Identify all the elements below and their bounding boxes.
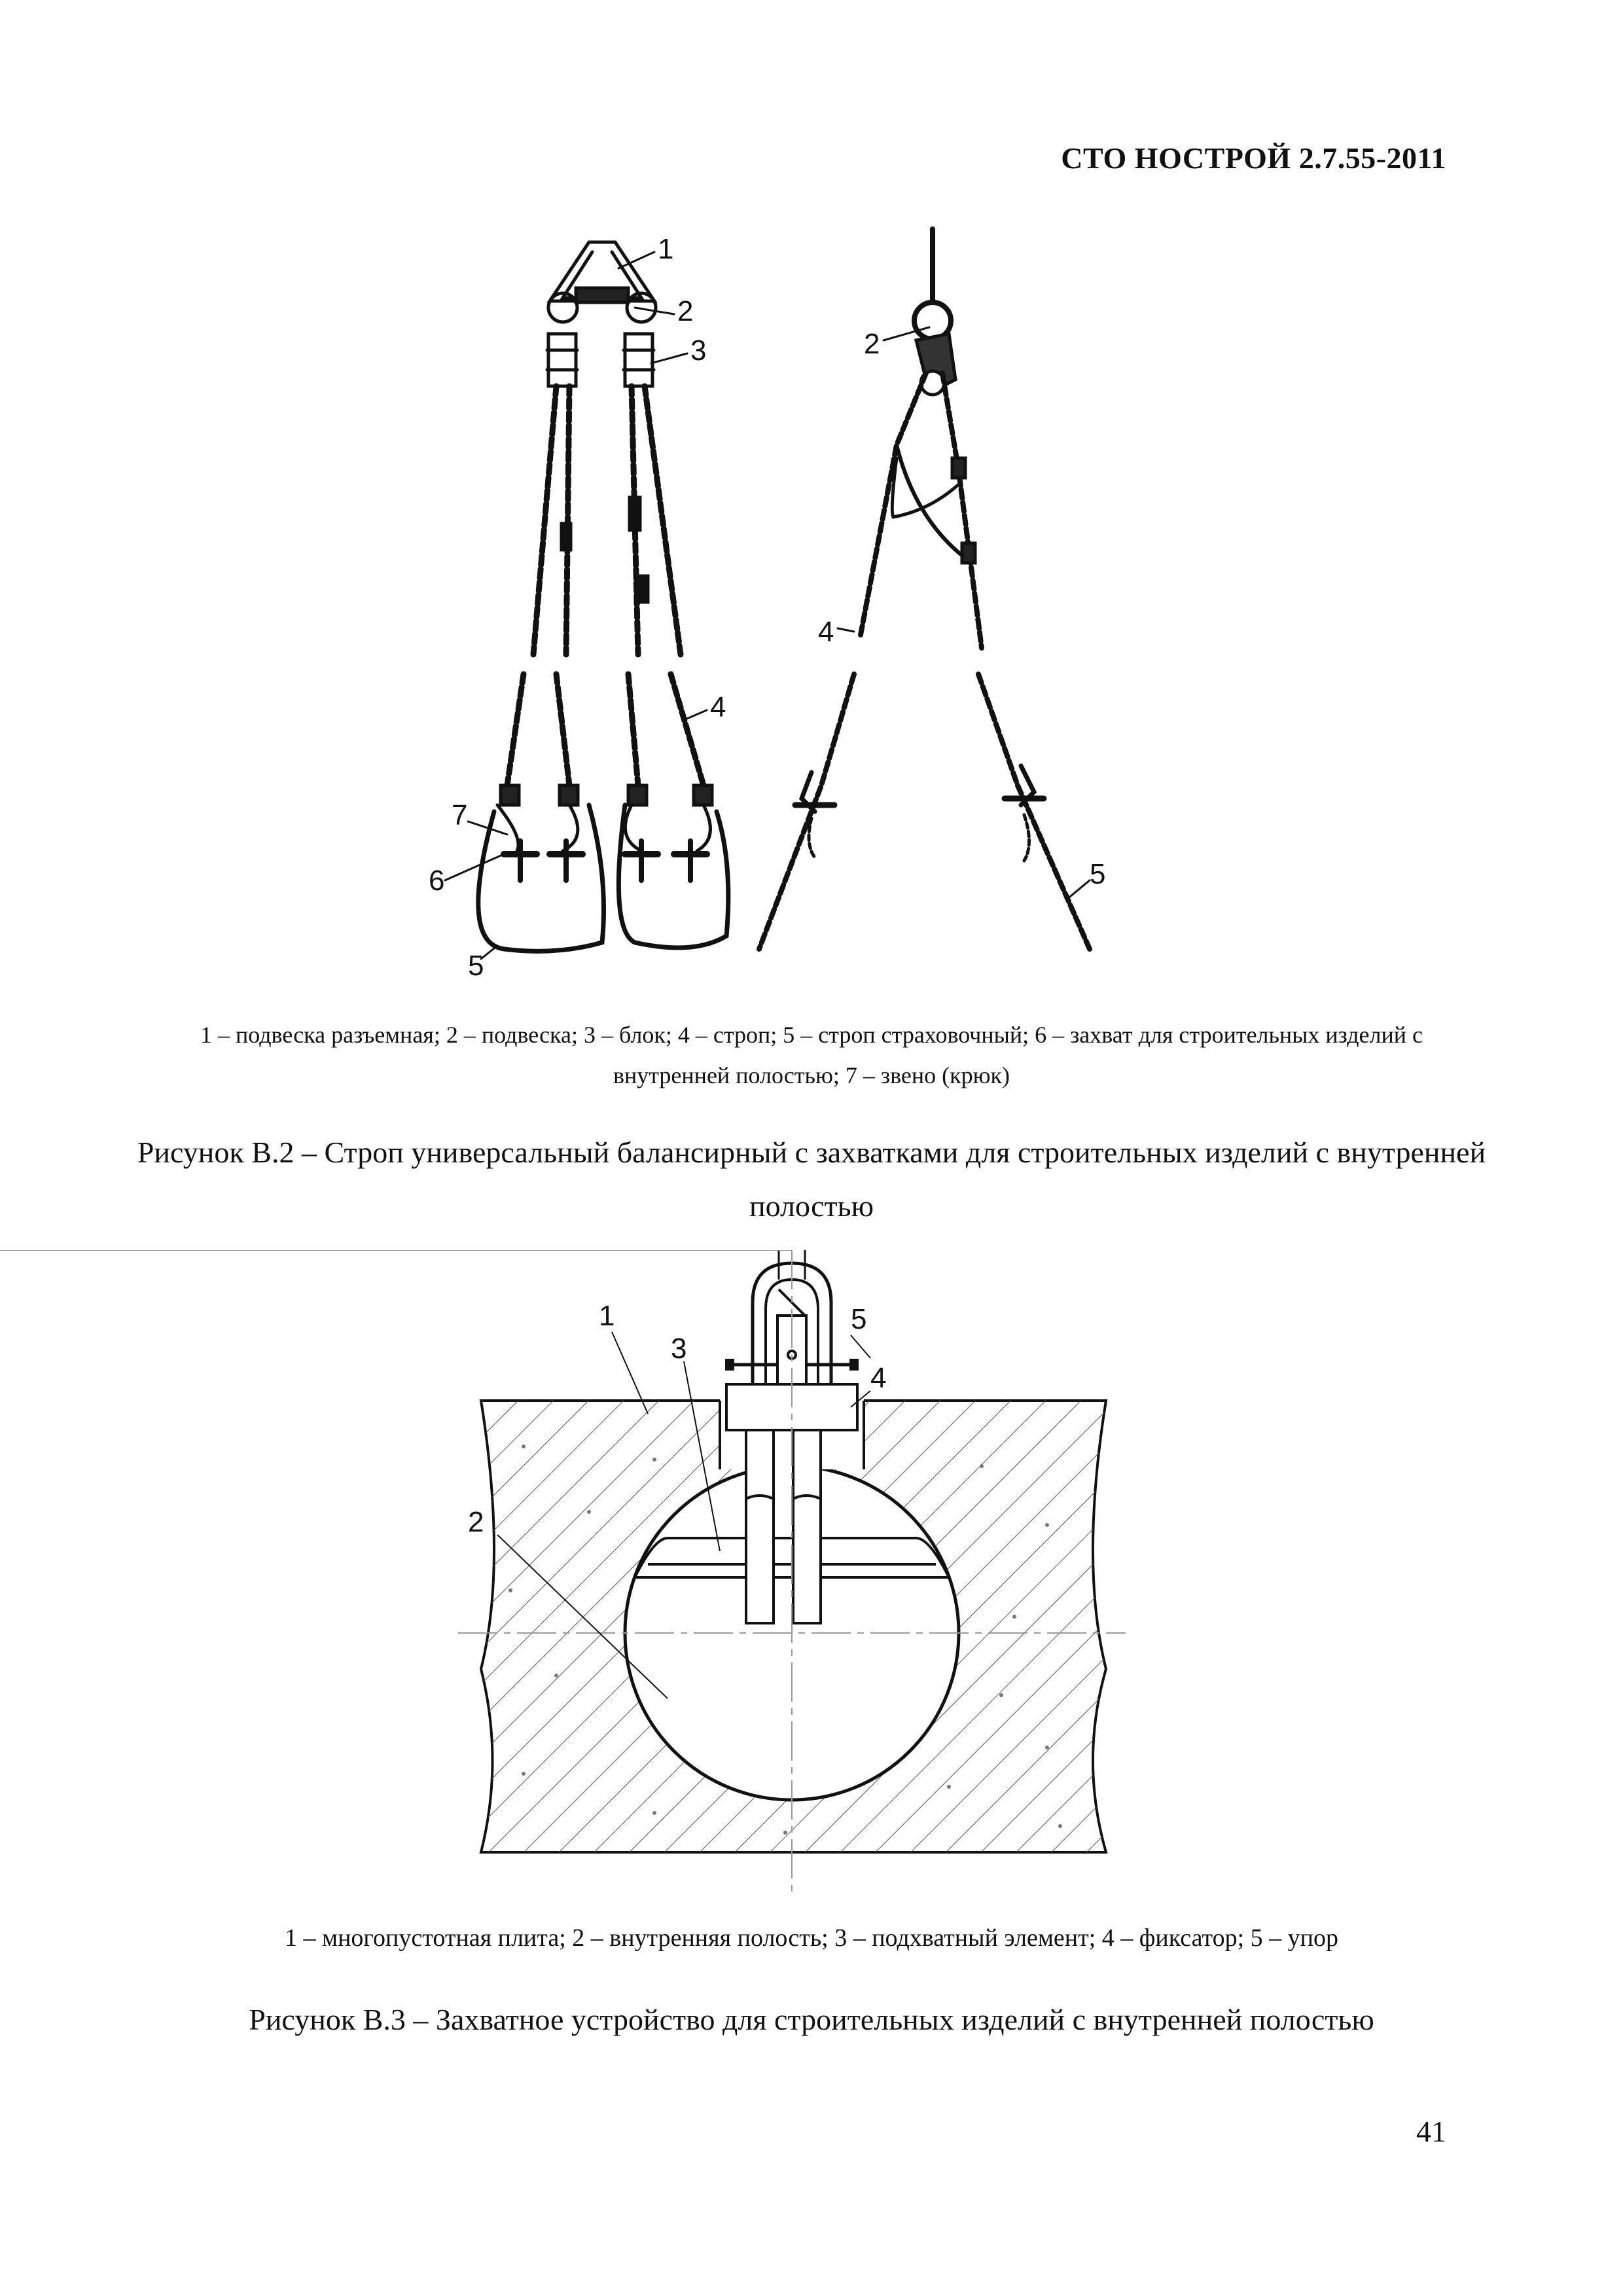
figure-b3-drawing — [0, 1250, 1623, 1905]
callout-6: 6 — [429, 865, 445, 897]
callout-4-right: 4 — [818, 616, 834, 648]
figure-b2-drawing — [0, 223, 1623, 1008]
callout-5-right: 5 — [1090, 858, 1106, 890]
callout-3: 3 — [690, 334, 707, 367]
document-code-header: СТО НОСТРОЙ 2.7.55-2011 — [1061, 141, 1446, 175]
callout-1: 1 — [658, 233, 674, 265]
callout-5: 5 — [851, 1303, 867, 1335]
figure-b2-legend: 1 – подвеска разъемная; 2 – подвеска; 3 – блок; 4 – строп; 5 – строп страховочный; 6 – захват для строительных изделий с внутренней полостью; 7 – звено (крюк) — [200, 1022, 1423, 1088]
balanced-sling-right-view — [759, 229, 1090, 949]
callout-2-right: 2 — [864, 328, 880, 360]
figure-b3-caption: Рисунок В.3 – Захватное устройство для строительных изделий с внутренней полостью — [249, 2003, 1374, 2036]
callout-2: 2 — [677, 295, 694, 327]
callout-4: 4 — [710, 691, 726, 723]
callout-5: 5 — [468, 950, 484, 982]
callout-7: 7 — [452, 799, 468, 831]
callout-4: 4 — [870, 1362, 887, 1394]
callout-1: 1 — [599, 1300, 615, 1332]
figure-b2-caption: Рисунок В.2 – Строп универсальный балансирный с захватками для строительных изделий с внутренней полостью — [137, 1136, 1486, 1223]
figure-b3-legend: 1 – многопустотная плита; 2 – внутренняя полость; 3 – подхватный элемент; 4 – фиксатор; 5 – упор — [285, 1924, 1338, 1952]
page-number: 41 — [1416, 2115, 1446, 2148]
callout-3: 3 — [671, 1333, 687, 1365]
callout-2: 2 — [468, 1506, 484, 1538]
figure-b2-right-callouts — [818, 328, 1105, 890]
balanced-sling-left-view — [445, 242, 728, 959]
